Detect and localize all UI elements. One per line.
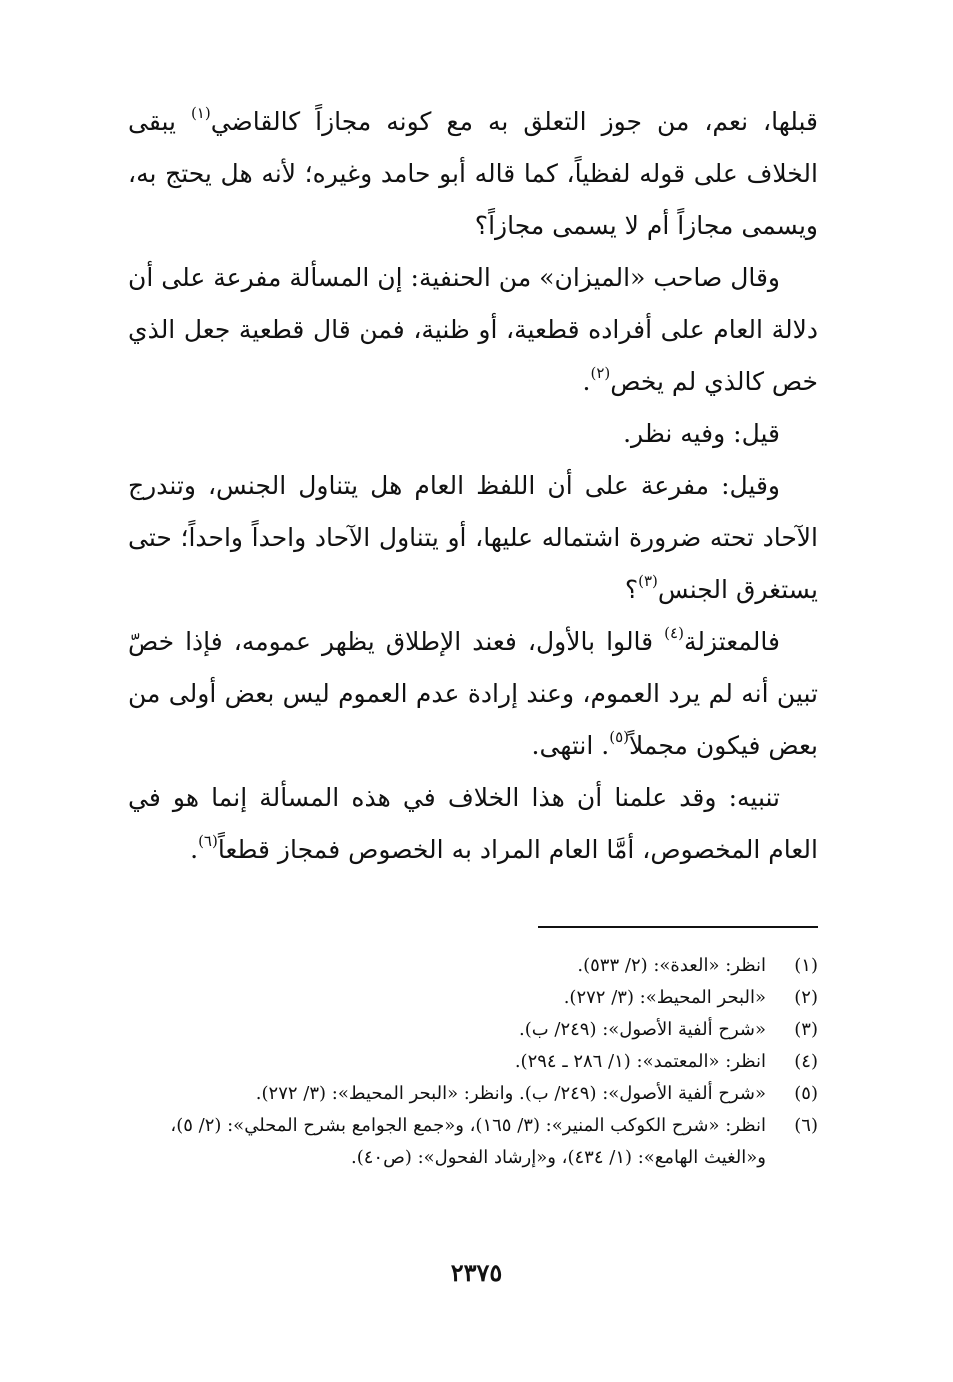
paragraph-6-continuation: . (190, 835, 199, 864)
footnote-6 (128, 1110, 818, 1174)
footnote-5-number: (٥) (794, 1083, 818, 1104)
footnote-5 (128, 1078, 818, 1110)
paragraph-5 (128, 616, 818, 772)
footnote-3 (128, 1014, 818, 1046)
footnote-4-number: (٤) (794, 1051, 818, 1072)
paragraph-5-continuation: قالوا بالأول، فعند الإطلاق يظهر عمومه، فإذا خصّ تبين أنه لم يرد العموم، وعند إرادة عدم العموم ليس بعض أولى من بعض فيكون مجملاً (128, 627, 818, 760)
footnotes (128, 950, 818, 1174)
footnote-5-text: «شرح ألفية الأصول»: (٢٤٩/ ب). وانظر: «البحر المحيط»: (٣/ ٢٧٢). (255, 1083, 766, 1104)
paragraph-1-continuation: يبقى الخلاف على قوله لفظياً، كما قاله أبو حامد وغيره؛ لأنه هل يحتج به، ويسمى مجازاً أم لا يسمى مجازاً؟ (128, 107, 818, 240)
footnote-1 (128, 950, 818, 982)
paragraph-3-text: قيل: وفيه نظر. (623, 419, 780, 448)
page-number: ٢٣٧٥ (450, 1258, 503, 1287)
paragraph-6 (128, 772, 818, 876)
footnote-1-text: انظر: «العدة»: (٢/ ٥٣٣). (577, 955, 766, 976)
paragraph-6-text: تنبيه: وقد علمنا أن هذا الخلاف في هذه المسألة إنما هو في العام المخصوص، أمَّا العام المراد به الخصوص فمجاز قطعاً (128, 783, 818, 864)
footnote-2 (128, 982, 818, 1014)
footnote-3-text: «شرح ألفية الأصول»: (٢٤٩/ ب). (518, 1019, 766, 1040)
footnote-ref-5[interactable]: (٥) (609, 728, 629, 746)
footnote-ref-2[interactable]: (٢) (590, 364, 611, 382)
footnote-2-text: «البحر المحيط»: (٣/ ٢٧٢). (563, 987, 766, 1008)
paragraph-3 (128, 408, 818, 460)
paragraph-2-continuation: . (582, 367, 591, 396)
footnote-6-number: (٦) (794, 1115, 818, 1136)
footnote-ref-1[interactable]: (١) (190, 104, 211, 122)
footnote-2-number: (٢) (794, 987, 818, 1008)
footnote-3-number: (٣) (794, 1019, 818, 1040)
paragraph-5-text: فالمعتزلة (683, 627, 780, 656)
footnote-ref-3[interactable]: (٣) (638, 572, 658, 590)
main-text (128, 96, 818, 876)
footnote-ref-4[interactable]: (٤) (664, 624, 684, 642)
paragraph-5-ending: . انتهى. (531, 731, 610, 760)
footnote-1-number: (١) (794, 955, 818, 976)
paragraph-2 (128, 252, 818, 408)
footnote-6-text: انظر: «شرح الكوكب المنير»: (٣/ ١٦٥)، و«جمع الجوامع بشرح المحلي»: (٢/ ٥)، و«الغيث الهامع»: (١/ ٤٣٤)، و«إرشاد الفحول»: (ص٤٠). (170, 1115, 766, 1168)
footnote-ref-6[interactable]: (٦) (198, 832, 218, 850)
footnote-separator (538, 926, 818, 928)
paragraph-4-continuation: ؟ (624, 575, 639, 604)
footnote-4-text: انظر: «المعتمد»: (١/ ٢٨٦ ـ ٢٩٤). (514, 1051, 766, 1072)
footnote-4 (128, 1046, 818, 1078)
paragraph-4 (128, 460, 818, 616)
paragraph-2-text: وقال صاحب «الميزان» من الحنفية: إن المسألة مفرعة على أن دلالة العام على أفراده قطعية، أو ظنية، فمن قال قطعية جعل الذي خص كالذي لم يخص (128, 263, 818, 396)
paragraph-1 (128, 96, 818, 252)
paragraph-4-text: وقيل: مفرعة على أن اللفظ العام هل يتناول الجنس، وتندرج الآحاد تحته ضرورة اشتماله عليها، أو يتناول الآحاد واحداً واحداً؛ حتى يستغرق الجنس (128, 471, 818, 604)
paragraph-1-text: قبلها، نعم، من جوز التعلق به مع كونه مجازاً كالقاضي (210, 107, 818, 136)
